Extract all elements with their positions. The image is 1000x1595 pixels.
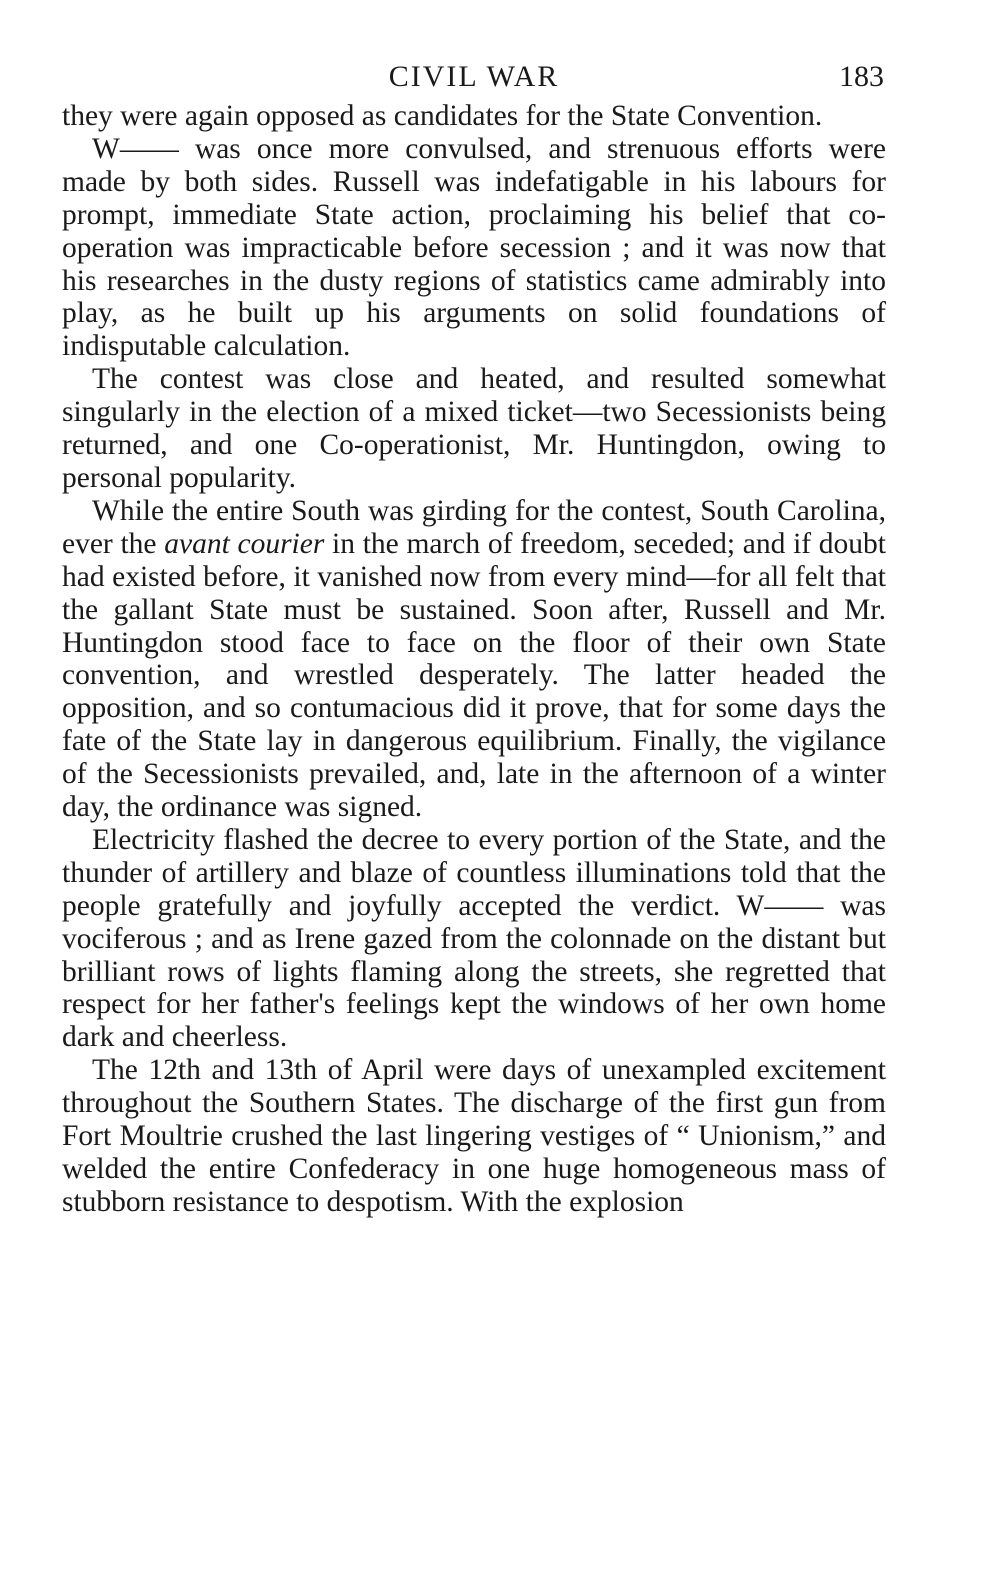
running-title: CIVIL WAR bbox=[388, 60, 560, 93]
running-head bbox=[62, 56, 886, 100]
paragraph-april: The 12th and 13th of April were days of unexampled excitement throughout the Southern States. The discharge of the first gun from Fort Moultrie crushed the last lingering vestiges of “ Unionism,” and welded the entire Confederacy in one huge homogeneous mass of stubborn resistance to despotism. With the explosion bbox=[62, 1054, 886, 1218]
page-number: 183 bbox=[839, 60, 884, 93]
paragraph-south-carolina bbox=[62, 495, 886, 824]
paragraph-continued: they were again opposed as candidates for the State Convention. bbox=[62, 100, 823, 132]
italic-phrase: avant courier bbox=[164, 527, 325, 560]
paragraph-text-part: While the entire South was girding for the contest, South Carolina, ever the bbox=[62, 494, 886, 560]
book-page bbox=[62, 56, 886, 1219]
paragraph-electricity: Electricity flashed the decree to every portion of the State, and the thunder of artillery and blaze of countless illuminations told that the people gratefully and joyfully accepted the verdict. W—— was vociferous ; and as Irene gazed from the colonnade on the distant but brilliant rows of lights flaming along the streets, she regretted that respect for her father's feelings kept the windows of her own home dark and cheerless. bbox=[62, 823, 886, 1054]
paragraph-contest: The contest was close and heated, and resulted somewhat singularly in the election of a mixed ticket—two Secessionists being returned, and one Co-operationist, Mr. Huntingdon, owing to personal popularity. bbox=[62, 363, 886, 494]
paragraph-text-part: in the march of freedom, seceded; and if doubt had existed before, it vanished now from every mind—for all felt that the gallant State must be sustained. Soon after, Russell and Mr. Huntingdon stood face to face on the floor of their own State convention, and wrestled desperately. The latter headed the opposition, and so contumacious did it prove, that for some days the fate of the State lay in dangerous equilibrium. Finally, the vigilance of the Secessionists prevailed, and, late in the afternoon of a winter day, the ordinance was signed. bbox=[62, 527, 886, 824]
paragraph-convulsed: W—— was once more convulsed, and strenuous efforts were made by both sides. Russell was indefatigable in his labours for prompt, immediate State action, proclaiming his belief that co-operation was impracticable before secession ; and it was now that his researches in the dusty regions of statistics came admirably into play, as he built up his arguments on solid foundations of indisputable calculation. bbox=[62, 132, 886, 363]
